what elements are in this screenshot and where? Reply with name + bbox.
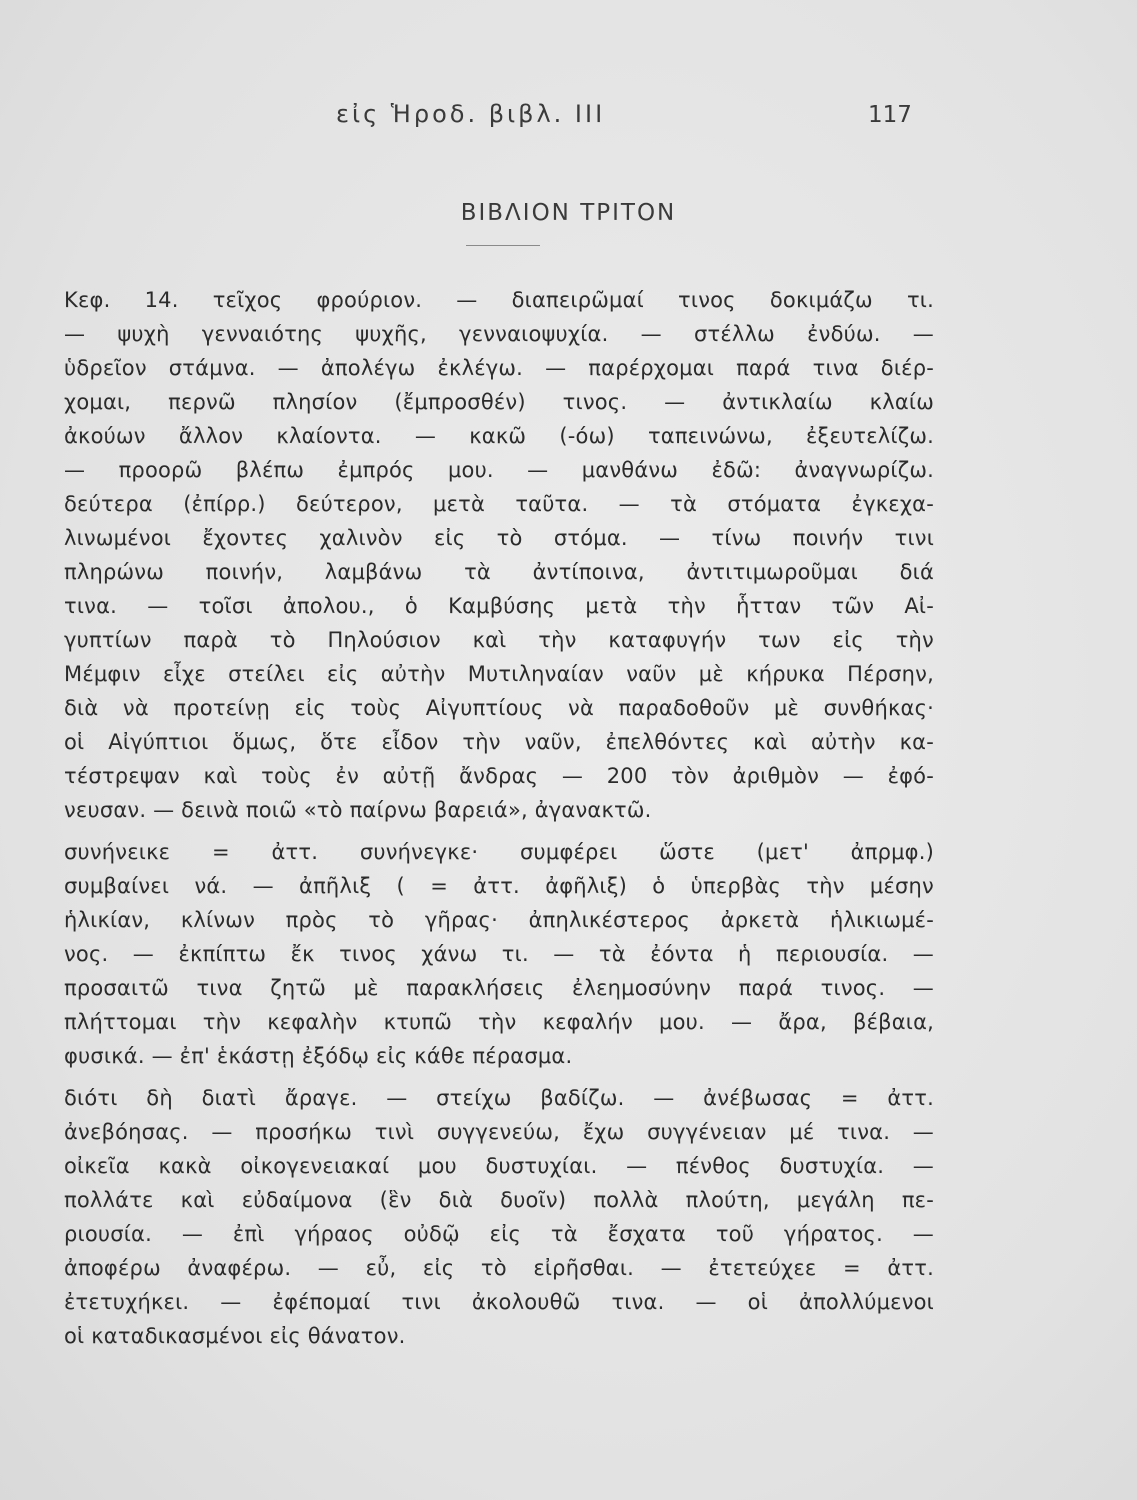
page-number: 117 [868, 102, 912, 128]
text-line: τινα. — τοῖσι ἀπολου., ὁ Καμβύσης μετὰ τὴν ἧτταν τῶν Αἰ- [64, 594, 934, 618]
text-line: ἐτετυχήκει. — ἐφέπομαί τινι ἀκολουθῶ τινα. — οἱ ἀπολλύμενοι [64, 1290, 934, 1314]
text-line: νος. — ἐκπίπτω ἔκ τινος χάνω τι. — τὰ ἐόντα ἡ περιουσία. — [64, 942, 934, 966]
text-line: τέστρεψαν καὶ τοὺς ἐν αὐτῇ ἄνδρας — 200 τὸν ἀριθμὸν — ἐφό- [64, 764, 934, 788]
text-line: νευσαν. — δεινὰ ποιῶ «τὸ παίρνω βαρειά», ἀγανακτῶ. [64, 798, 652, 822]
running-title: εἰς Ἡροδ. βιβλ. ΙΙΙ [336, 100, 606, 128]
text-line: πλήττομαι τὴν κεφαλὴν κτυπῶ τὴν κεφαλήν μου. — ἄρα, βέβαια, [64, 1010, 934, 1034]
text-line: ἀνεβόησας. — προσήκω τινὶ συγγενεύω, ἔχω συγγένειαν μέ τινα. — [64, 1120, 934, 1144]
text-line: Κεφ. 14. τεῖχος φρούριον. — διαπειρῶμαί τινος δοκιμάζω τι. [64, 288, 934, 312]
text-line: οἱ Αἰγύπτιοι ὅμως, ὅτε εἶδον τὴν ναῦν, ἐπελθόντες καὶ αὐτὴν κα- [64, 730, 934, 754]
text-line: χομαι, περνῶ πλησίον (ἔμπροσθέν) τινος. — ἀντικλαίω κλαίω [64, 390, 934, 414]
text-line: προσαιτῶ τινα ζητῶ μὲ παρακλήσεις ἐλεημοσύνην παρά τινος. — [64, 976, 934, 1000]
text-line: ἀκούων ἄλλον κλαίοντα. — κακῶ (-όω) ταπεινώνω, ἐξευτελίζω. [64, 424, 934, 448]
paragraph-3 [64, 1081, 934, 1353]
text-line: Μέμφιν εἶχε στείλει εἰς αὐτὴν Μυτιληναίαν ναῦν μὲ κήρυκα Πέρσην, [64, 662, 934, 686]
chapter-title: ΒΙΒΛΙΟΝ ΤΡΙΤΟΝ [460, 200, 677, 226]
text-line: διὰ νὰ προτείνῃ εἰς τοὺς Αἰγυπτίους νὰ παραδοθοῦν μὲ συνθήκας· [64, 696, 934, 720]
text-line: συνήνεικε = ἀττ. συνήνεγκε· συμφέρει ὥστε (μετ' ἀπρμφ.) [64, 840, 934, 864]
text-line: πολλάτε καὶ εὐδαίμονα (ἓν διὰ δυοῖν) πολλὰ πλούτη, μεγάλη πε- [64, 1188, 934, 1212]
text-line: λινωμένοι ἔχοντες χαλινὸν εἰς τὸ στόμα. — τίνω ποινήν τινι [64, 526, 934, 550]
text-line: φυσικά. — ἐπ' ἑκάστῃ ἐξόδῳ εἰς κάθε πέρασμα. [64, 1044, 573, 1068]
text-line: γυπτίων παρὰ τὸ Πηλούσιον καὶ τὴν καταφυγήν των εἰς τὴν [64, 628, 934, 652]
text-line: δεύτερα (ἐπίρρ.) δεύτερον, μετὰ ταῦτα. — τὰ στόματα ἐγκεχα- [64, 492, 934, 516]
text-line: ἀποφέρω ἀναφέρω. — εὖ, εἰς τὸ εἰρῆσθαι. — ἐτετεύχεε = ἀττ. [64, 1256, 934, 1280]
text-line: συμβαίνει νά. — ἀπῆλιξ ( = ἀττ. ἀφῆλιξ) ὁ ὑπερβὰς τὴν μέσην [64, 874, 934, 898]
text-line: πληρώνω ποινήν, λαμβάνω τὰ ἀντίποινα, ἀντιτιμωροῦμαι διά [64, 560, 934, 584]
paragraph-1 [64, 283, 934, 827]
paragraph-2 [64, 835, 934, 1073]
text-line: ριουσία. — ἐπὶ γήραος οὐδῷ εἰς τὰ ἔσχατα τοῦ γήρατος. — [64, 1222, 934, 1246]
text-line: διότι δὴ διατὶ ἄραγε. — στείχω βαδίζω. — ἀνέβωσας = ἀττ. [64, 1086, 934, 1110]
paragraph-gap [64, 827, 934, 835]
text-line: ὑδρεῖον στάμνα. — ἀπολέγω ἐκλέγω. — παρέρχομαι παρά τινα διέρ- [64, 356, 934, 380]
running-header [0, 100, 1137, 136]
text-line: οἱ καταδικασμένοι εἰς θάνατον. [64, 1324, 406, 1348]
title-divider [466, 245, 540, 246]
commentary-text [64, 283, 934, 1353]
text-line: ἡλικίαν, κλίνων πρὸς τὸ γῆρας· ἀπηλικέστερος ἀρκετὰ ἡλικιωμέ- [64, 908, 934, 932]
text-line: — προορῶ βλέπω ἐμπρός μου. — μανθάνω ἐδῶ: ἀναγνωρίζω. [64, 458, 934, 482]
text-line: οἰκεῖα κακὰ οἰκογενειακαί μου δυστυχίαι. — πένθος δυστυχία. — [64, 1154, 934, 1178]
text-line: — ψυχὴ γενναιότης ψυχῆς, γενναιοψυχία. — στέλλω ἐνδύω. — [64, 322, 934, 346]
paragraph-gap [64, 1073, 934, 1081]
